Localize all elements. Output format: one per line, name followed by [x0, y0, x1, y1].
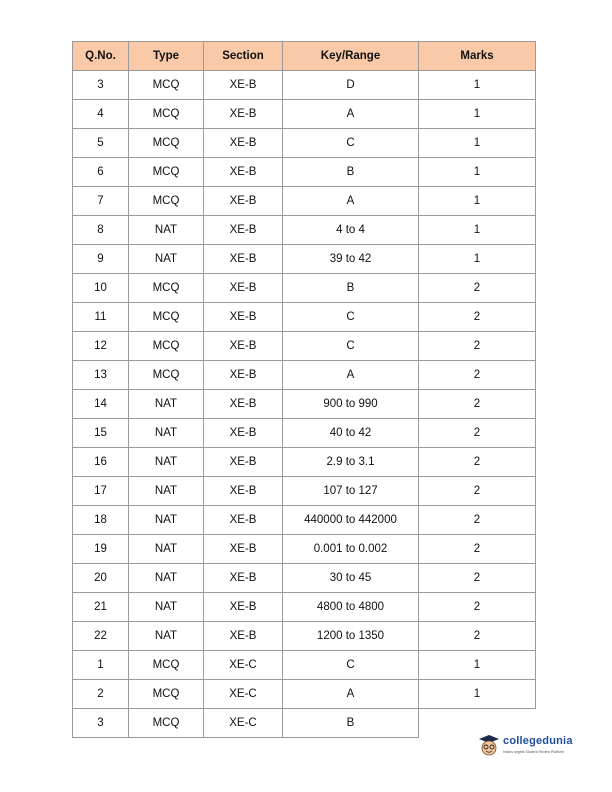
cell-key-range: 900 to 990 — [283, 390, 419, 419]
cell-type: MCQ — [129, 158, 204, 187]
cell-qno: 1 — [73, 651, 129, 680]
table-row — [73, 187, 536, 216]
cell-key-range: B — [283, 158, 419, 187]
table-row — [73, 390, 536, 419]
cell-marks: 1 — [419, 680, 536, 709]
collegedunia-logo — [474, 732, 612, 762]
cell-section: XE-B — [204, 332, 283, 361]
table-row — [73, 274, 536, 303]
cell-key-range: 39 to 42 — [283, 245, 419, 274]
cell-qno: 8 — [73, 216, 129, 245]
cell-marks: 2 — [419, 506, 536, 535]
cell-qno: 22 — [73, 622, 129, 651]
table-row — [73, 680, 536, 709]
table-row — [73, 506, 536, 535]
header-qno: Q.No. — [73, 42, 129, 71]
cell-qno: 21 — [73, 593, 129, 622]
table-row — [73, 303, 536, 332]
table-row — [73, 419, 536, 448]
table-row — [73, 245, 536, 274]
cell-type: MCQ — [129, 709, 204, 738]
cell-section: XE-C — [204, 709, 283, 738]
cell-type: NAT — [129, 419, 204, 448]
cell-qno: 5 — [73, 129, 129, 158]
cell-type: MCQ — [129, 651, 204, 680]
table-row — [73, 216, 536, 245]
cell-type: MCQ — [129, 680, 204, 709]
cell-section: XE-B — [204, 100, 283, 129]
table-row — [73, 361, 536, 390]
cell-section: XE-B — [204, 535, 283, 564]
cell-type: MCQ — [129, 129, 204, 158]
cell-type: NAT — [129, 622, 204, 651]
cell-key-range: 0.001 to 0.002 — [283, 535, 419, 564]
header-section: Section — [204, 42, 283, 71]
cell-section: XE-B — [204, 448, 283, 477]
cell-type: MCQ — [129, 361, 204, 390]
cell-type: NAT — [129, 390, 204, 419]
cell-marks: 2 — [419, 332, 536, 361]
table-row — [73, 129, 536, 158]
cell-marks: 2 — [419, 448, 536, 477]
cell-key-range: 40 to 42 — [283, 419, 419, 448]
cell-qno: 6 — [73, 158, 129, 187]
table-row — [73, 651, 536, 680]
cell-qno: 17 — [73, 477, 129, 506]
cell-type: NAT — [129, 506, 204, 535]
cell-section: XE-B — [204, 477, 283, 506]
cell-marks: 2 — [419, 622, 536, 651]
cell-key-range: D — [283, 71, 419, 100]
cell-type: NAT — [129, 564, 204, 593]
cell-key-range: A — [283, 680, 419, 709]
cell-marks: 1 — [419, 71, 536, 100]
cell-qno: 18 — [73, 506, 129, 535]
cell-key-range: 2.9 to 3.1 — [283, 448, 419, 477]
cell-section: XE-B — [204, 419, 283, 448]
cell-qno: 16 — [73, 448, 129, 477]
cell-key-range: C — [283, 129, 419, 158]
cell-section: XE-B — [204, 129, 283, 158]
cell-qno: 2 — [73, 680, 129, 709]
cell-qno: 14 — [73, 390, 129, 419]
table-body — [73, 71, 536, 738]
cell-marks: 2 — [419, 535, 536, 564]
cell-key-range: C — [283, 332, 419, 361]
table-row — [73, 622, 536, 651]
table-row — [73, 477, 536, 506]
cell-section: XE-B — [204, 216, 283, 245]
cell-marks: 1 — [419, 100, 536, 129]
table-row — [73, 158, 536, 187]
cell-section: XE-B — [204, 71, 283, 100]
mascot-icon — [478, 734, 500, 758]
cell-qno: 11 — [73, 303, 129, 332]
table-row — [73, 535, 536, 564]
table-header-row — [73, 42, 536, 71]
table-row — [73, 332, 536, 361]
cell-marks: 2 — [419, 564, 536, 593]
header-type: Type — [129, 42, 204, 71]
cell-qno: 7 — [73, 187, 129, 216]
cell-marks: 1 — [419, 651, 536, 680]
cell-key-range: 30 to 45 — [283, 564, 419, 593]
cell-marks: 1 — [419, 216, 536, 245]
header-marks: Marks — [419, 42, 536, 71]
cell-type: MCQ — [129, 303, 204, 332]
cell-section: XE-B — [204, 187, 283, 216]
cell-qno: 13 — [73, 361, 129, 390]
table-row — [73, 564, 536, 593]
cell-section: XE-C — [204, 651, 283, 680]
cell-key-range: 4 to 4 — [283, 216, 419, 245]
cell-key-range: 1200 to 1350 — [283, 622, 419, 651]
cell-key-range: 440000 to 442000 — [283, 506, 419, 535]
cell-qno: 9 — [73, 245, 129, 274]
cell-type: NAT — [129, 216, 204, 245]
cell-qno: 10 — [73, 274, 129, 303]
cell-type: NAT — [129, 448, 204, 477]
cell-marks: 2 — [419, 303, 536, 332]
cell-key-range: C — [283, 303, 419, 332]
answer-key-table — [72, 41, 536, 738]
cell-key-range: C — [283, 651, 419, 680]
cell-section: XE-B — [204, 593, 283, 622]
header-key-range: Key/Range — [283, 42, 419, 71]
cell-type: NAT — [129, 593, 204, 622]
cell-section: XE-B — [204, 274, 283, 303]
cell-key-range: B — [283, 709, 419, 738]
cell-key-range: 107 to 127 — [283, 477, 419, 506]
cell-qno: 19 — [73, 535, 129, 564]
cell-type: MCQ — [129, 187, 204, 216]
cell-qno: 12 — [73, 332, 129, 361]
cell-type: NAT — [129, 477, 204, 506]
cell-key-range: B — [283, 274, 419, 303]
cell-section: XE-B — [204, 245, 283, 274]
cell-key-range: A — [283, 100, 419, 129]
cell-marks: 1 — [419, 245, 536, 274]
cell-section: XE-B — [204, 622, 283, 651]
cell-section: XE-B — [204, 361, 283, 390]
brand-name: collegedunia — [503, 735, 573, 747]
cell-marks: 2 — [419, 274, 536, 303]
cell-type: NAT — [129, 535, 204, 564]
cell-qno: 3 — [73, 71, 129, 100]
cell-marks: 2 — [419, 419, 536, 448]
cell-section: XE-B — [204, 564, 283, 593]
cell-type: MCQ — [129, 274, 204, 303]
cell-section: XE-B — [204, 390, 283, 419]
cell-qno: 4 — [73, 100, 129, 129]
table-row — [73, 71, 536, 100]
cell-type: MCQ — [129, 71, 204, 100]
cell-key-range: A — [283, 187, 419, 216]
cell-type: MCQ — [129, 100, 204, 129]
table-row — [73, 448, 536, 477]
cell-section: XE-B — [204, 303, 283, 332]
cell-section: XE-B — [204, 158, 283, 187]
cell-section: XE-B — [204, 506, 283, 535]
cell-type: NAT — [129, 245, 204, 274]
cell-marks: 1 — [419, 158, 536, 187]
cell-key-range: A — [283, 361, 419, 390]
cell-key-range: 4800 to 4800 — [283, 593, 419, 622]
cell-qno: 3 — [73, 709, 129, 738]
cell-marks: 2 — [419, 477, 536, 506]
brand-tagline: India's largest Student Review Platform — [503, 750, 564, 754]
cell-marks: 2 — [419, 593, 536, 622]
table-row — [73, 100, 536, 129]
cell-marks: 2 — [419, 390, 536, 419]
cell-type: MCQ — [129, 332, 204, 361]
cell-section: XE-C — [204, 680, 283, 709]
cell-marks: 1 — [419, 187, 536, 216]
table-row — [73, 709, 536, 738]
cell-marks: 1 — [419, 129, 536, 158]
table-row — [73, 593, 536, 622]
cell-qno: 20 — [73, 564, 129, 593]
cell-qno: 15 — [73, 419, 129, 448]
cell-marks: 2 — [419, 361, 536, 390]
